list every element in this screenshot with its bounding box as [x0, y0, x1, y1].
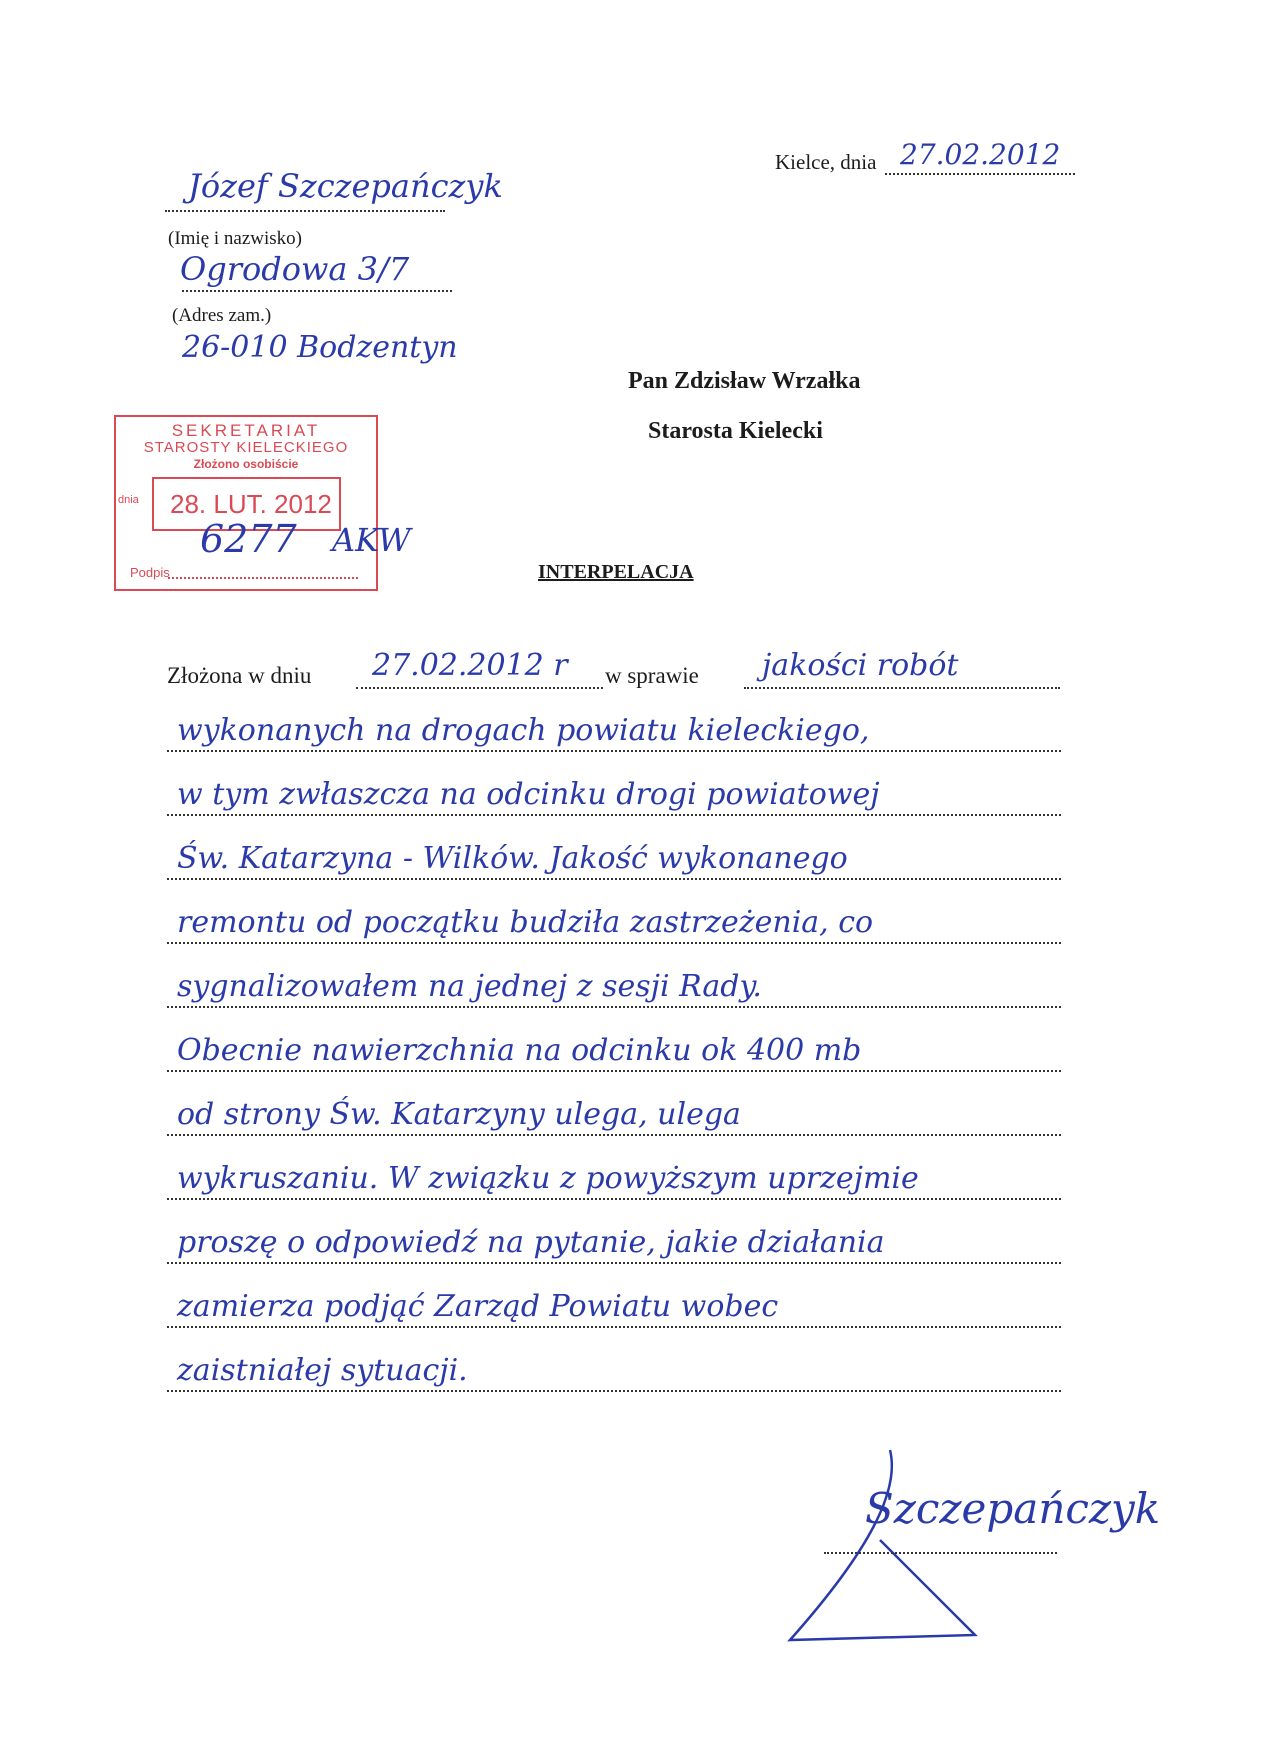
handwritten-body-text: Obecnie nawierzchnia na odcinku ok 400 mb	[177, 1033, 862, 1068]
registry-stamp	[114, 415, 378, 591]
name-caption: (Imię i nazwisko)	[168, 228, 303, 249]
recipient-title: Starosta Kielecki	[648, 418, 823, 444]
address-dotted-line	[182, 290, 452, 292]
submitted-date-dotted-line	[356, 687, 603, 689]
handwritten-body-text: zamierza podjąć Zarząd Powiatu wobec	[177, 1289, 779, 1324]
subject-dotted-line	[744, 687, 1060, 689]
body-line	[167, 886, 1061, 944]
stamp-delivery-note: Złożono osobiście	[193, 457, 299, 471]
handwritten-body-text: wykonanych na drogach powiatu kieleckiego,	[177, 713, 870, 748]
body-line	[167, 950, 1061, 1008]
body-line	[167, 1334, 1061, 1392]
handwritten-body-text: wykruszaniu. W związku z powyższym uprzejmie	[177, 1161, 919, 1196]
handwritten-body-text: Św. Katarzyna - Wilków. Jakość wykonanego	[177, 841, 848, 876]
body-line	[167, 1270, 1061, 1328]
handwritten-subject: jakości robót	[762, 648, 959, 683]
handwritten-address: Ogrodowa 3/7	[180, 250, 410, 288]
handwritten-postal-city: 26-010 Bodzentyn	[182, 330, 458, 365]
subject-label: w sprawie	[605, 663, 699, 688]
handwritten-body-text: proszę o odpowiedź na pytanie, jakie działania	[177, 1225, 885, 1260]
recipient-name: Pan Zdzisław Wrzałka	[628, 368, 861, 394]
handwritten-body-text: remontu od początku budziła zastrzeżenia, co	[177, 905, 874, 940]
submitted-label: Złożona w dniu	[167, 663, 312, 688]
document-title: INTERPELACJA	[538, 561, 694, 583]
body-line	[167, 822, 1061, 880]
stamp-office-owner: STAROSTY KIELECKIEGO	[143, 439, 349, 456]
address-caption: (Adres zam.)	[172, 305, 272, 326]
signature-flourish	[750, 1430, 1050, 1660]
body-line	[167, 1078, 1061, 1136]
stamp-signature-line	[168, 577, 358, 579]
stamp-office: SEKRETARIAT	[171, 421, 321, 440]
name-dotted-line	[165, 210, 445, 212]
clerk-initials: AKW	[332, 521, 411, 559]
body-line	[167, 694, 1061, 752]
date-dotted-line	[885, 173, 1075, 175]
handwritten-name: Józef Szczepańczyk	[188, 167, 503, 205]
stamp-signature-label: Podpis	[130, 565, 170, 580]
body-line	[167, 758, 1061, 816]
body-line	[167, 1206, 1061, 1264]
registration-number: 6277	[200, 517, 297, 561]
handwritten-body-text: od strony Św. Katarzyny ulega, ulega	[177, 1097, 741, 1132]
handwritten-body-text: sygnalizowałem na jednej z sesji Rady.	[177, 969, 762, 1004]
handwritten-submitted-date: 27.02.2012 r	[372, 648, 568, 683]
stamp-date-label: dnia	[118, 494, 139, 506]
place-date-label: Kielce, dnia	[775, 150, 877, 174]
handwritten-body-text: zaistniałej sytuacji.	[177, 1353, 468, 1388]
stamp-date: 28. LUT. 2012	[170, 489, 332, 519]
body-line	[167, 1014, 1061, 1072]
handwritten-date: 27.02.2012	[900, 138, 1061, 171]
signature-dotted-line	[824, 1552, 1057, 1554]
body-line	[167, 1142, 1061, 1200]
handwritten-signature: Szczepańczyk	[865, 1484, 1161, 1533]
handwritten-body-text: w tym zwłaszcza na odcinku drogi powiatowej	[177, 777, 880, 812]
